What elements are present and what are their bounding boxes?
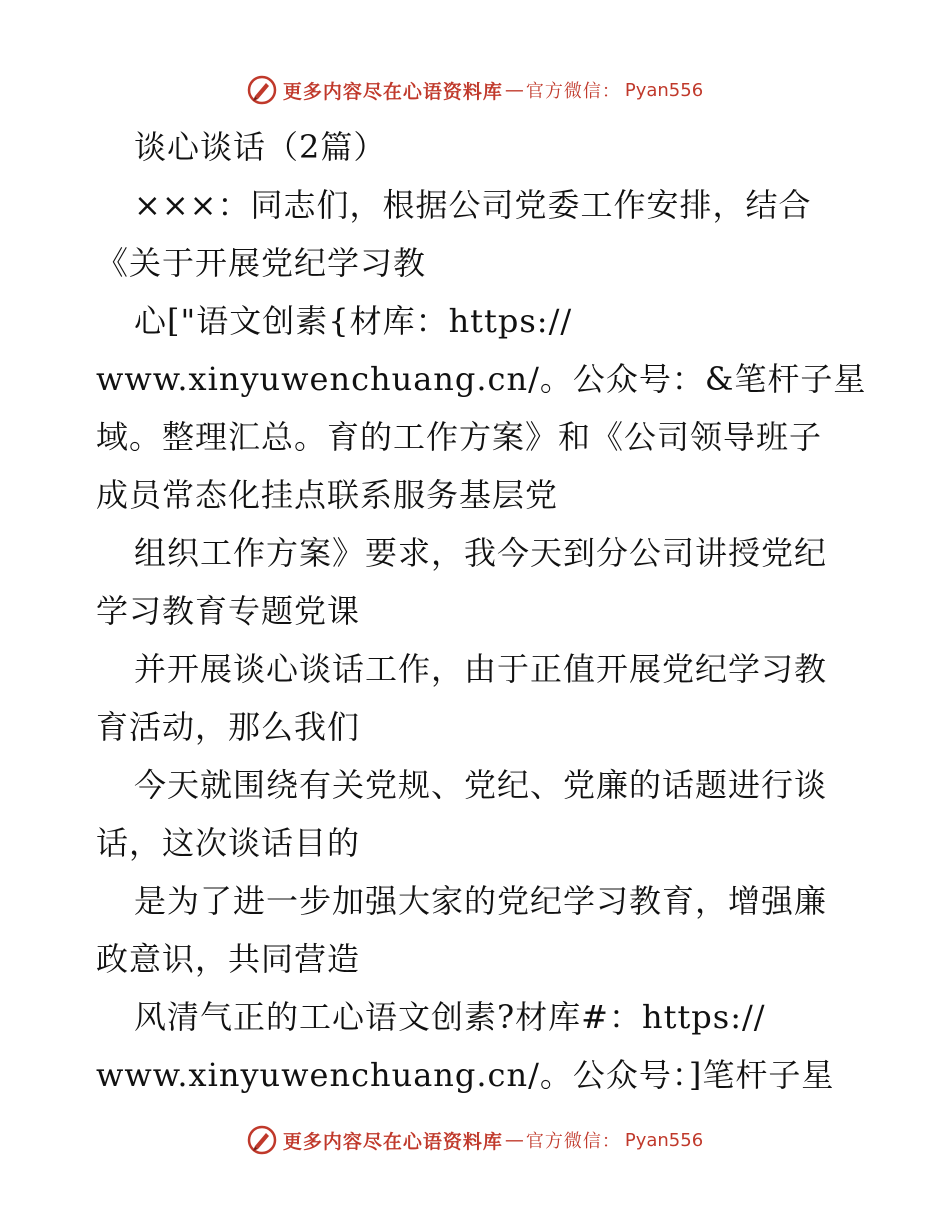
pen-logo-icon (247, 1125, 277, 1155)
banner-title: 更多内容尽在心语资料库 (282, 1130, 503, 1153)
pen-logo-icon (247, 75, 277, 105)
banner-dash: — (504, 79, 524, 101)
doc-line: 成员常态化挂点联系服务基层党 (96, 476, 559, 514)
banner-title: 更多内容尽在心语资料库 (282, 80, 503, 103)
doc-line: ×××：同志们，根据公司党委工作安排，结合 (134, 186, 812, 224)
banner-wechat-id: Pyan556 (624, 1129, 704, 1151)
banner-wechat-id: Pyan556 (624, 79, 704, 101)
doc-line: 育活动，那么我们 (96, 708, 361, 746)
banner-subtitle: 官方微信： (525, 81, 621, 102)
doc-line: 《关于开展党纪学习教 (96, 244, 427, 282)
banner-dash: — (504, 1129, 524, 1151)
doc-line: 是为了进一步加强大家的党纪学习教育，增强廉 (134, 882, 828, 920)
header-banner (0, 72, 950, 108)
doc-title: 谈心谈话（2篇） (134, 128, 387, 166)
doc-line: 学习教育专题党课 (96, 592, 361, 630)
footer-banner (0, 1122, 950, 1158)
doc-line: 今天就围绕有关党规、党纪、党廉的话题进行谈 (134, 766, 828, 804)
doc-line: www.xinyuwenchuang.cn/。公众号：]笔杆子星 (96, 1056, 835, 1094)
doc-line: 组织工作方案》要求，我今天到分公司讲授党纪 (134, 534, 828, 572)
doc-line: 并开展谈心谈话工作，由于正值开展党纪学习教 (134, 650, 828, 688)
doc-line: 风清气正的工心语文创素?材库#：https:// (134, 998, 766, 1036)
banner-subtitle: 官方微信： (525, 1131, 621, 1152)
doc-line: 话，这次谈话目的 (96, 824, 361, 862)
doc-line: 政意识，共同营造 (96, 940, 361, 978)
doc-line: 心["语文创素{材库：https:// (134, 302, 573, 340)
document-body (96, 118, 867, 1104)
doc-line: www.xinyuwenchuang.cn/。公众号：&笔杆子星 (96, 360, 867, 398)
doc-line: 域。整理汇总。育的工作方案》和《公司领导班子 (96, 418, 823, 456)
